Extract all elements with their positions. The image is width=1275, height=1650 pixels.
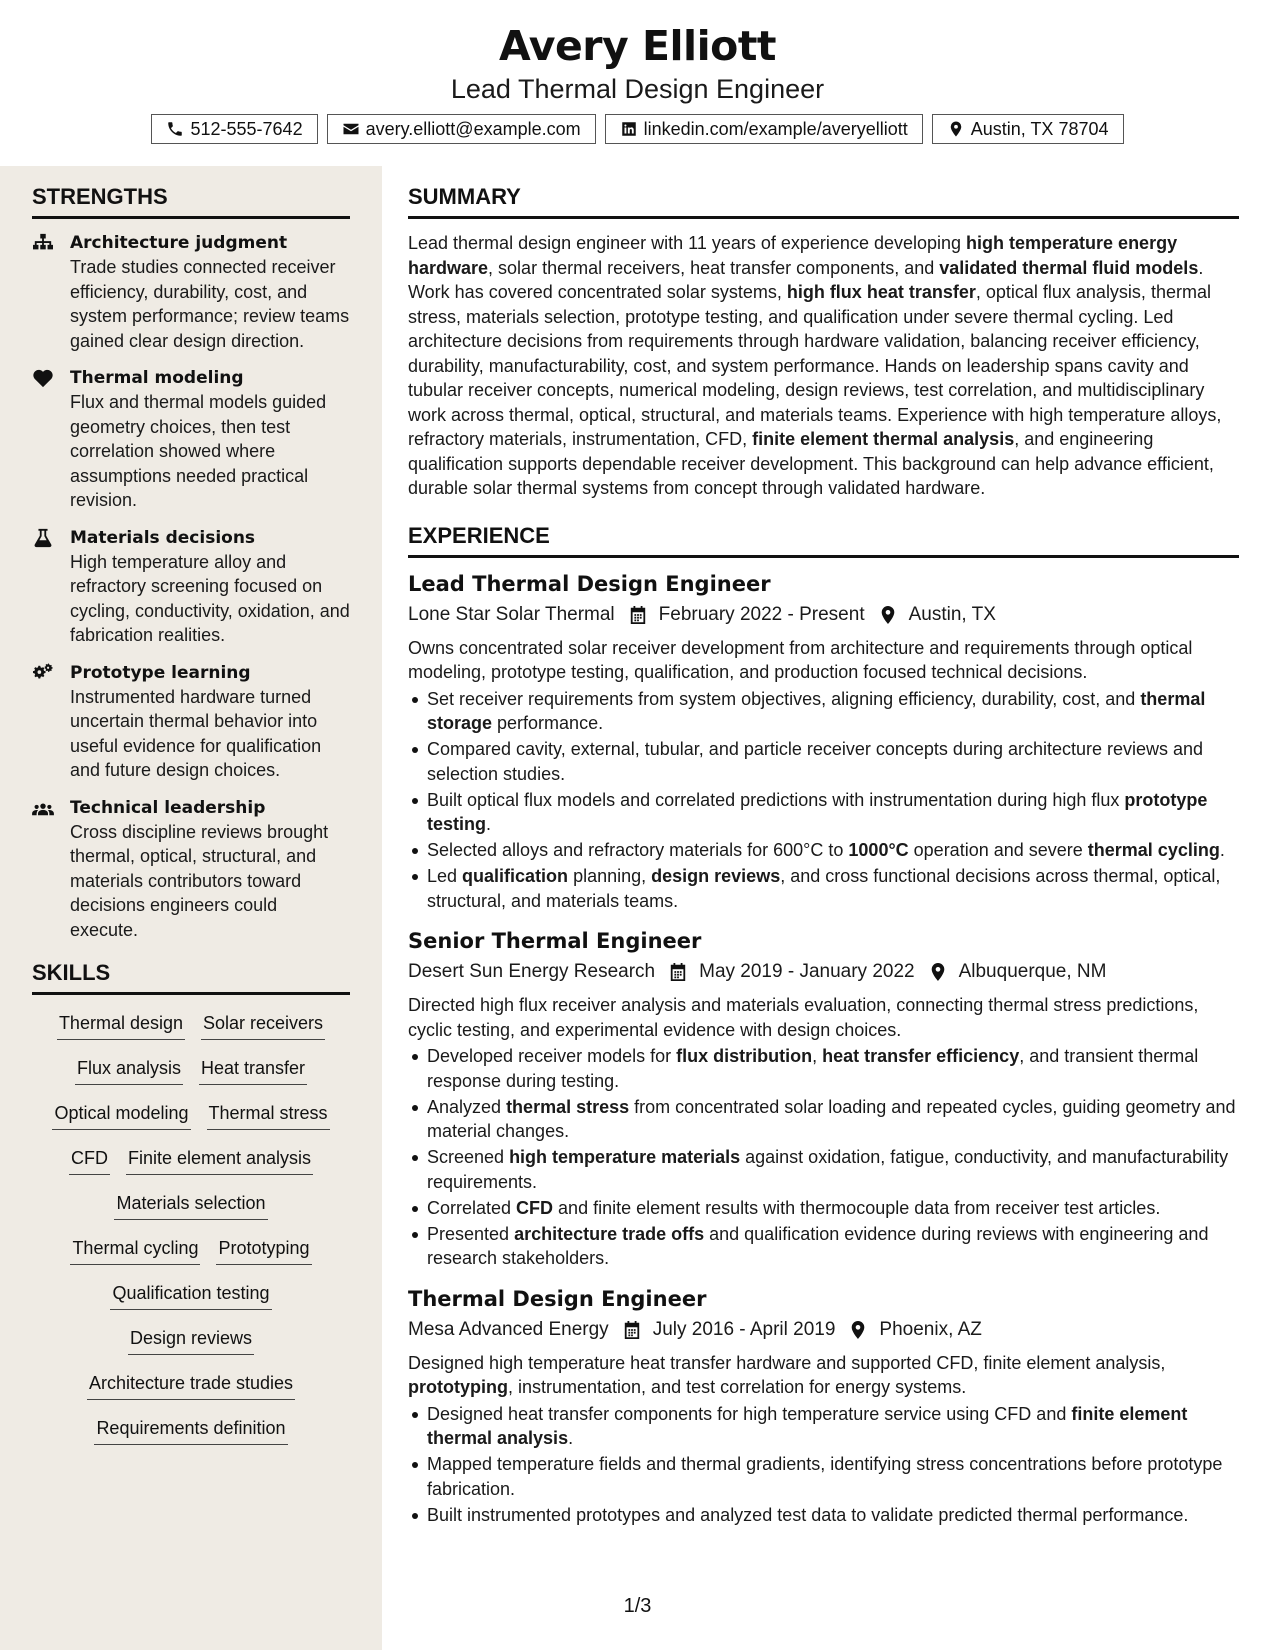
bold-text: prototype testing: [427, 789, 1208, 834]
text-run: Led: [427, 866, 463, 886]
skill-row: [52, 1101, 329, 1146]
bold-text: finite element thermal analysis: [427, 1403, 1188, 1448]
bold-text: thermal storage: [427, 688, 1206, 733]
strength-item: [32, 796, 350, 943]
text-run: from concentrated solar loading and repeated cycles, guiding geometry and material changes.: [427, 1096, 1236, 1141]
bold-text: 1000°C: [848, 840, 909, 860]
location-pin-icon: [849, 1320, 867, 1340]
text-run: Analyzed: [427, 1096, 507, 1117]
job-bullet: [408, 1402, 1239, 1451]
strength-title: Prototype learning: [70, 662, 251, 683]
experience-list: [408, 570, 1239, 1528]
skill-tag: Thermal design: [57, 1011, 185, 1040]
job-bullet: [408, 687, 1239, 736]
text-run: , and transient thermal response during testing.: [427, 1046, 1199, 1091]
job-entry: [408, 1285, 1239, 1528]
job-location: Albuquerque, NM: [958, 961, 1107, 982]
skill-tag: Finite element analysis: [126, 1146, 313, 1175]
skill-tag: Architecture trade studies: [87, 1371, 295, 1400]
contact-location[interactable]: [932, 114, 1124, 144]
bold-text: finite element thermal analysis: [752, 429, 1015, 449]
bold-text: flux distribution: [676, 1046, 813, 1066]
skill-tag: Flux analysis: [75, 1056, 183, 1085]
skill-row: [69, 1146, 313, 1191]
location-pin-icon: [879, 605, 897, 625]
skill-row: [94, 1416, 287, 1461]
summary-heading: SUMMARY: [408, 184, 1239, 219]
bold-text: qualification: [462, 866, 569, 886]
job-title: Lead Thermal Design Engineer: [408, 571, 771, 596]
job-meta: [408, 1317, 1239, 1343]
contact-phone-text: 512-555-7642: [190, 118, 303, 139]
job-company: Mesa Advanced Energy: [408, 1318, 609, 1340]
text-run: Set receiver requirements from system objectives, aligning efficiency, durability, cost, and: [427, 688, 1141, 709]
skill-tag: Design reviews: [128, 1326, 254, 1355]
skill-tag: Qualification testing: [110, 1281, 271, 1310]
job-description: Owns concentrated solar receiver development from architecture and requirements through optical modeling, prototype testing, qualification, and production focused technical decisions.: [408, 637, 1193, 682]
bold-text: validated thermal fluid models: [939, 257, 1199, 278]
experience-heading: EXPERIENCE: [408, 523, 1239, 558]
text-run: and finite element results with thermocouple data from receiver test articles.: [553, 1197, 1161, 1218]
bold-text: thermal stress: [506, 1096, 630, 1117]
bold-text: high temperature energy hardware: [408, 233, 1178, 278]
text-run: Screened: [427, 1147, 510, 1167]
candidate-name: Avery Elliott: [498, 22, 777, 70]
job-bullets: [408, 1402, 1239, 1528]
strength-item: [32, 526, 350, 648]
sidebar: [0, 166, 382, 1650]
skill-row: [57, 1011, 325, 1056]
bold-text: heat transfer efficiency: [822, 1046, 1020, 1066]
job-company: Desert Sun Energy Research: [408, 961, 656, 982]
candidate-title: Lead Thermal Design Engineer: [450, 74, 825, 104]
contact-bar: [0, 114, 1275, 144]
text-run: ,: [812, 1046, 823, 1066]
text-run: Correlated: [427, 1197, 517, 1218]
bold-text: CFD: [516, 1197, 554, 1218]
page-number: 1/3: [623, 1595, 652, 1617]
skill-tag: CFD: [69, 1146, 110, 1175]
text-run: Mapped temperature fields and thermal gradients, identifying stress concentrations before prototype fabrication.: [427, 1454, 1223, 1499]
text-run: against oxidation, fatigue, conductivity, and manufacturability requirements.: [427, 1147, 1229, 1192]
job-meta: [408, 959, 1239, 985]
job-bullet: [408, 1452, 1239, 1501]
skill-tag: Materials selection: [114, 1191, 267, 1220]
bold-text: design reviews: [651, 866, 781, 886]
text-run: . Work has covered concentrated solar systems,: [408, 257, 1204, 302]
strength-title: Materials decisions: [70, 527, 256, 548]
location-pin-icon: [947, 120, 965, 138]
envelope-icon: [342, 120, 360, 138]
text-run: Designed heat transfer components for high temperature service using CFD and: [427, 1403, 1072, 1424]
text-run: .: [486, 814, 492, 834]
text-run: Lead thermal design engineer with 11 years of experience developing: [408, 233, 967, 253]
text-run: Selected alloys and refractory materials for 600°C to: [427, 840, 849, 860]
job-bullet: [408, 864, 1239, 913]
contact-email-text: avery.elliott@example.com: [365, 118, 581, 139]
text-run: .: [1219, 840, 1225, 860]
strengths-heading: STRENGTHS: [32, 184, 350, 219]
skill-tag: Prototyping: [216, 1236, 311, 1265]
bold-text: thermal cycling: [1087, 840, 1220, 860]
skill-tag: Solar receivers: [201, 1011, 325, 1040]
contact-linkedin-text: linkedin.com/example/averyelliott: [643, 118, 908, 139]
job-location: Phoenix, AZ: [879, 1318, 982, 1340]
job-bullet: [408, 788, 1239, 837]
skill-tag: Requirements definition: [94, 1416, 287, 1445]
job-entry: [408, 927, 1239, 1271]
contact-location-text: Austin, TX 78704: [970, 118, 1109, 139]
skill-row: [110, 1281, 271, 1326]
text-run: , and engineering qualification supports dependable receiver development. This background can help advance efficient, durable solar thermal systems from concept through validated hardware.: [408, 429, 1214, 498]
strength-desc: Flux and thermal models guided geometry choices, then test correlation showed where assumptions needed practical revision.: [70, 392, 327, 510]
job-title: Senior Thermal Engineer: [408, 929, 702, 953]
bold-text: high temperature materials: [509, 1147, 741, 1167]
job-description: [408, 1351, 1239, 1400]
text-run: Developed receiver models for: [427, 1046, 677, 1066]
linkedin-icon: [620, 120, 638, 138]
job-dates: February 2022 - Present: [658, 603, 865, 625]
phone-icon: [166, 120, 184, 138]
skills-heading: SKILLS: [32, 960, 350, 995]
job-bullet: [408, 1044, 1239, 1093]
text-run: , optical flux analysis, thermal stress, materials selection, prototype testing, and qualification under severe thermal cycling. Led architecture decisions from requirements through hardware validation, balancing receiver efficiency, durability, manufacturability, cost, and system performance. Hands on leadership spans cavity and tubular receiver concepts, numerical modeling, design reviews, test correlation, and multidisciplinary work across thermal, optical, structural, and materials teams. Experience with high temperature alloys, refractory materials, instrumentation, CFD,: [408, 282, 1222, 449]
skill-row: [128, 1326, 254, 1371]
skill-tag: Optical modeling: [52, 1101, 190, 1130]
text-run: performance.: [492, 713, 604, 733]
resume-header: [0, 0, 1275, 166]
contact-email[interactable]: [327, 114, 596, 144]
job-bullets: [408, 1044, 1239, 1271]
bold-text: high flux heat transfer: [786, 282, 976, 302]
text-run: Presented: [427, 1223, 515, 1244]
text-run: Built optical flux models and correlated predictions with instrumentation during high flux: [427, 789, 1125, 810]
text-run: planning,: [568, 866, 652, 886]
skill-row: [70, 1236, 311, 1281]
skill-tag: Heat transfer: [199, 1056, 307, 1085]
bold-text: prototyping: [408, 1377, 508, 1397]
gears-icon: [32, 663, 54, 683]
text-run: , and cross functional decisions across thermal, optical, structural, and materials teams.: [427, 866, 1221, 911]
text-run: Built instrumented prototypes and analyzed test data to validate predicted thermal performance.: [427, 1504, 1189, 1525]
job-bullet: [408, 838, 1239, 863]
strength-item: [32, 661, 350, 783]
text-run: .: [568, 1428, 574, 1448]
strength-desc: Cross discipline reviews brought thermal, optical, structural, and materials contributors toward decisions engineers could execute.: [70, 821, 329, 940]
job-bullet: [408, 1222, 1239, 1271]
skill-tag: Thermal cycling: [70, 1236, 200, 1265]
sitemap-icon: [32, 233, 54, 253]
strength-desc: Instrumented hardware turned uncertain thermal behavior into useful evidence for qualification and future design choices.: [70, 686, 322, 780]
users-icon: [32, 798, 54, 818]
strength-item: [32, 231, 350, 353]
job-entry: [408, 570, 1239, 914]
job-description: Directed high flux receiver analysis and materials evaluation, connecting thermal stress predictions, cyclic testing, and experimental evidence with design choices.: [408, 995, 1199, 1040]
job-bullet: [408, 1503, 1239, 1528]
skill-row: [87, 1371, 295, 1416]
text-run: Designed high temperature heat transfer hardware and supported CFD, finite element analysis,: [408, 1352, 1166, 1373]
skill-row: [75, 1056, 307, 1101]
job-location: Austin, TX: [908, 603, 996, 625]
strength-title: Thermal modeling: [70, 368, 244, 388]
text-run: operation and severe: [908, 840, 1088, 860]
skill-row: [114, 1191, 267, 1236]
job-meta: [408, 602, 1239, 628]
text-run: , solar thermal receivers, heat transfer components, and: [488, 257, 940, 278]
job-title: Thermal Design Engineer: [408, 1286, 707, 1311]
contact-phone[interactable]: [151, 114, 317, 144]
job-dates: May 2019 - January 2022: [699, 961, 915, 982]
strength-item: [32, 366, 350, 513]
location-pin-icon: [929, 962, 947, 982]
strength-title: Technical leadership: [70, 797, 266, 818]
calendar-icon: [669, 962, 687, 982]
summary-text: [408, 231, 1239, 501]
job-bullet: [408, 1196, 1239, 1221]
job-bullet: [408, 1095, 1239, 1144]
job-bullets: [408, 687, 1239, 914]
job-bullet: [408, 737, 1239, 786]
contact-linkedin[interactable]: [605, 114, 923, 144]
skill-tag: Thermal stress: [207, 1101, 330, 1130]
skills-list: [32, 1007, 350, 1461]
calendar-icon: [629, 605, 647, 625]
strength-title: Architecture judgment: [70, 233, 288, 253]
strength-desc: Trade studies connected receiver efficiency, durability, cost, and system performance; review teams gained clear design direction.: [70, 257, 350, 351]
bold-text: architecture trade offs: [514, 1223, 705, 1244]
strength-desc: High temperature alloy and refractory screening focused on cycling, conductivity, oxidation, and fabrication realities.: [70, 551, 350, 645]
text-run: Compared cavity, external, tubular, and particle receiver concepts during architecture reviews and selection studies.: [427, 739, 1204, 784]
job-dates: July 2016 - April 2019: [652, 1318, 836, 1340]
job-bullet: [408, 1145, 1239, 1194]
text-run: and qualification evidence during reviews with engineering and research stakeholders.: [427, 1223, 1209, 1268]
heart-icon: [32, 368, 54, 388]
calendar-icon: [623, 1320, 641, 1340]
flask-icon: [32, 528, 54, 548]
main-content: [408, 166, 1239, 1529]
text-run: , instrumentation, and test correlation for energy systems.: [507, 1377, 967, 1397]
job-company: Lone Star Solar Thermal: [408, 603, 615, 625]
